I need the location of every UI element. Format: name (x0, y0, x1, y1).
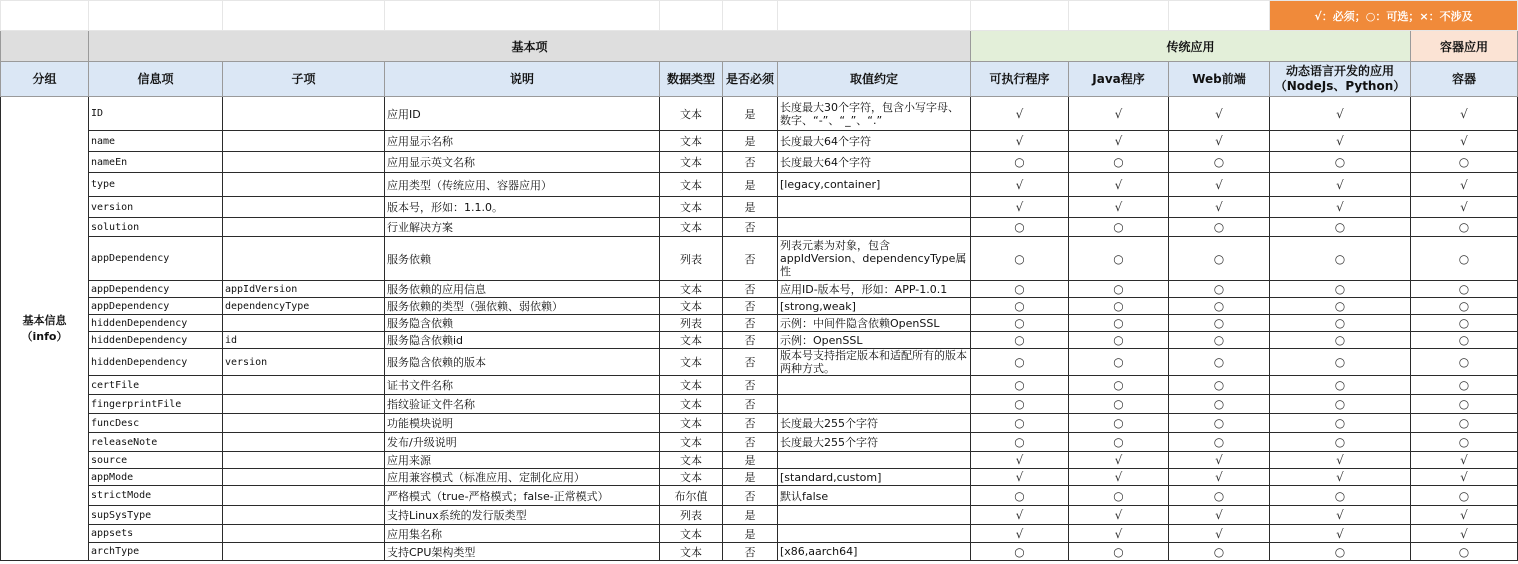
support-mark-cell[interactable]: ○ (1069, 152, 1169, 173)
support-mark-cell[interactable]: √ (1069, 131, 1169, 152)
support-mark-cell[interactable]: ○ (1411, 433, 1518, 452)
data-type-cell[interactable]: 文本 (660, 298, 723, 315)
subitem-cell[interactable] (223, 315, 385, 332)
group-traditional-header[interactable]: 传统应用 (971, 31, 1411, 62)
support-mark-cell[interactable]: √ (1411, 97, 1518, 131)
subitem-cell[interactable] (223, 376, 385, 395)
support-mark-cell[interactable]: ○ (971, 376, 1069, 395)
required-cell[interactable]: 否 (723, 298, 778, 315)
data-type-cell[interactable]: 列表 (660, 237, 723, 281)
description-cell[interactable]: 发布/升级说明 (385, 433, 660, 452)
support-mark-cell[interactable]: ○ (1069, 376, 1169, 395)
support-mark-cell[interactable]: ○ (1411, 152, 1518, 173)
subitem-cell[interactable] (223, 486, 385, 506)
support-mark-cell[interactable]: ○ (1270, 414, 1411, 433)
table-row (1, 218, 1518, 237)
item-cell[interactable]: supSysType (89, 506, 223, 525)
support-mark-cell[interactable]: ○ (1270, 543, 1411, 561)
support-mark-cell[interactable]: ○ (971, 298, 1069, 315)
required-cell[interactable]: 是 (723, 469, 778, 486)
support-mark-cell[interactable]: ○ (971, 332, 1069, 349)
description-cell[interactable]: 版本号，形如：1.1.0。 (385, 197, 660, 218)
support-mark-cell[interactable]: ○ (1270, 395, 1411, 414)
support-mark-cell[interactable]: √ (1169, 131, 1270, 152)
support-mark-cell[interactable]: ○ (1411, 237, 1518, 281)
support-mark-cell[interactable]: ○ (1270, 218, 1411, 237)
description-cell[interactable]: 服务依赖的类型（强依赖、弱依赖） (385, 298, 660, 315)
item-cell[interactable]: hiddenDependency (89, 332, 223, 349)
support-mark-cell[interactable]: √ (1270, 525, 1411, 543)
column-header[interactable]: 说明 (385, 62, 660, 97)
data-type-cell[interactable]: 文本 (660, 332, 723, 349)
table-body (1, 97, 1518, 561)
support-mark-cell[interactable]: ○ (1069, 281, 1169, 298)
required-cell[interactable]: 否 (723, 376, 778, 395)
column-header[interactable]: 子项 (223, 62, 385, 97)
subitem-cell[interactable]: appIdVersion (223, 281, 385, 298)
empty-cell[interactable] (778, 1, 971, 31)
required-cell[interactable]: 否 (723, 433, 778, 452)
table-row (1, 152, 1518, 173)
item-cell[interactable]: strictMode (89, 486, 223, 506)
table-row (1, 395, 1518, 414)
item-cell[interactable]: certFile (89, 376, 223, 395)
data-type-cell[interactable]: 文本 (660, 452, 723, 469)
data-type-cell[interactable]: 文本 (660, 197, 723, 218)
required-cell[interactable]: 否 (723, 218, 778, 237)
data-type-cell[interactable]: 文本 (660, 414, 723, 433)
value-constraint-cell[interactable]: 长度最大255个字符 (778, 433, 971, 452)
column-header[interactable]: Web前端 (1169, 62, 1270, 97)
table-row (1, 97, 1518, 131)
support-mark-cell[interactable]: ○ (1069, 414, 1169, 433)
required-cell[interactable]: 否 (723, 349, 778, 376)
description-cell[interactable]: 服务隐含依赖 (385, 315, 660, 332)
data-type-cell[interactable]: 文本 (660, 152, 723, 173)
item-cell[interactable]: nameEn (89, 152, 223, 173)
required-cell[interactable]: 否 (723, 395, 778, 414)
table-row (1, 332, 1518, 349)
support-mark-cell[interactable]: ○ (1069, 298, 1169, 315)
support-mark-cell[interactable]: √ (1411, 197, 1518, 218)
support-mark-cell[interactable]: ○ (1069, 349, 1169, 376)
subitem-cell[interactable] (223, 543, 385, 561)
required-cell[interactable]: 否 (723, 332, 778, 349)
description-cell[interactable]: 支持CPU架构类型 (385, 543, 660, 561)
subitem-cell[interactable] (223, 97, 385, 131)
data-type-cell[interactable]: 文本 (660, 469, 723, 486)
subitem-cell[interactable] (223, 506, 385, 525)
support-mark-cell[interactable]: √ (1411, 452, 1518, 469)
value-constraint-cell[interactable] (778, 395, 971, 414)
value-constraint-cell[interactable] (778, 218, 971, 237)
support-mark-cell[interactable]: ○ (1169, 486, 1270, 506)
table-row (1, 298, 1518, 315)
support-mark-cell[interactable]: ○ (971, 414, 1069, 433)
support-mark-cell[interactable]: √ (971, 525, 1069, 543)
support-mark-cell[interactable]: ○ (1270, 152, 1411, 173)
empty-cell[interactable] (89, 1, 223, 31)
column-header[interactable]: Java程序 (1069, 62, 1169, 97)
description-cell[interactable]: 支持Linux系统的发行版类型 (385, 506, 660, 525)
support-mark-cell[interactable]: √ (1270, 173, 1411, 197)
support-mark-cell[interactable]: √ (1270, 506, 1411, 525)
required-cell[interactable]: 是 (723, 197, 778, 218)
value-constraint-cell[interactable]: 版本号支持指定版本和适配所有的版本两种方式。 (778, 349, 971, 376)
table-row (1, 237, 1518, 281)
data-type-cell[interactable]: 文本 (660, 525, 723, 543)
data-type-cell[interactable]: 文本 (660, 218, 723, 237)
support-mark-cell[interactable]: ○ (971, 315, 1069, 332)
support-mark-cell[interactable]: √ (971, 97, 1069, 131)
support-mark-cell[interactable]: √ (971, 452, 1069, 469)
table-row (1, 281, 1518, 298)
support-mark-cell[interactable]: √ (1169, 452, 1270, 469)
subitem-cell[interactable]: id (223, 332, 385, 349)
table-row (1, 173, 1518, 197)
support-mark-cell[interactable]: √ (1411, 506, 1518, 525)
item-cell[interactable]: archType (89, 543, 223, 561)
support-mark-cell[interactable]: √ (971, 469, 1069, 486)
data-type-cell[interactable]: 文本 (660, 376, 723, 395)
empty-cell[interactable] (223, 1, 385, 31)
support-mark-cell[interactable]: ○ (1169, 332, 1270, 349)
support-mark-cell[interactable]: ○ (1270, 281, 1411, 298)
data-type-cell[interactable]: 文本 (660, 173, 723, 197)
support-mark-cell[interactable]: √ (1411, 173, 1518, 197)
item-cell[interactable]: funcDesc (89, 414, 223, 433)
support-mark-cell[interactable]: ○ (1169, 543, 1270, 561)
description-cell[interactable]: 应用显示名称 (385, 131, 660, 152)
support-mark-cell[interactable]: √ (971, 131, 1069, 152)
support-mark-cell[interactable]: ○ (1411, 486, 1518, 506)
data-type-cell[interactable]: 文本 (660, 131, 723, 152)
group-cell[interactable]: 基本信息（info） (1, 97, 89, 561)
support-mark-cell[interactable]: ○ (971, 433, 1069, 452)
required-cell[interactable]: 否 (723, 414, 778, 433)
support-mark-cell[interactable]: ○ (971, 152, 1069, 173)
column-header-row (1, 62, 1518, 97)
support-mark-cell[interactable]: ○ (1069, 218, 1169, 237)
empty-cell[interactable] (1, 1, 89, 31)
item-cell[interactable]: appMode (89, 469, 223, 486)
support-mark-cell[interactable]: ○ (971, 237, 1069, 281)
description-cell[interactable]: 服务隐含依赖id (385, 332, 660, 349)
support-mark-cell[interactable]: ○ (1411, 543, 1518, 561)
description-cell[interactable]: 应用来源 (385, 452, 660, 469)
required-cell[interactable]: 是 (723, 452, 778, 469)
required-cell[interactable]: 否 (723, 486, 778, 506)
support-mark-cell[interactable]: √ (1169, 97, 1270, 131)
data-type-cell[interactable]: 文本 (660, 349, 723, 376)
table-row (1, 543, 1518, 561)
subitem-cell[interactable] (223, 218, 385, 237)
data-type-cell[interactable]: 文本 (660, 281, 723, 298)
description-cell[interactable]: 指纹验证文件名称 (385, 395, 660, 414)
subitem-cell[interactable]: version (223, 349, 385, 376)
support-mark-cell[interactable]: √ (1169, 525, 1270, 543)
support-mark-cell[interactable]: √ (971, 173, 1069, 197)
legend-cell[interactable]: √：必须；○：可选；×：不涉及 (1270, 1, 1518, 31)
table-row (1, 349, 1518, 376)
table-row (1, 486, 1518, 506)
subitem-cell[interactable] (223, 525, 385, 543)
support-mark-cell[interactable]: ○ (1169, 414, 1270, 433)
value-constraint-cell[interactable]: 示例：OpenSSL (778, 332, 971, 349)
table-row (1, 469, 1518, 486)
subitem-cell[interactable] (223, 152, 385, 173)
column-header[interactable]: 取值约定 (778, 62, 971, 97)
support-mark-cell[interactable]: √ (1270, 452, 1411, 469)
required-cell[interactable]: 是 (723, 97, 778, 131)
support-mark-cell[interactable]: ○ (1270, 298, 1411, 315)
subitem-cell[interactable] (223, 237, 385, 281)
description-cell[interactable]: 服务依赖的应用信息 (385, 281, 660, 298)
column-header[interactable]: 信息项 (89, 62, 223, 97)
item-cell[interactable]: fingerprintFile (89, 395, 223, 414)
item-cell[interactable]: type (89, 173, 223, 197)
item-cell[interactable]: appsets (89, 525, 223, 543)
group-header-row (1, 31, 1518, 62)
support-mark-cell[interactable]: √ (1069, 506, 1169, 525)
table-row (1, 452, 1518, 469)
support-mark-cell[interactable]: ○ (1169, 349, 1270, 376)
table-row (1, 131, 1518, 152)
empty-cell[interactable] (385, 1, 660, 31)
data-type-cell[interactable]: 列表 (660, 315, 723, 332)
support-mark-cell[interactable]: ○ (1411, 376, 1518, 395)
support-mark-cell[interactable]: ○ (1069, 395, 1169, 414)
item-cell[interactable]: hiddenDependency (89, 349, 223, 376)
empty-cell[interactable] (971, 1, 1069, 31)
value-constraint-cell[interactable]: 长度最大64个字符 (778, 152, 971, 173)
support-mark-cell[interactable]: √ (1411, 469, 1518, 486)
description-cell[interactable]: 行业解决方案 (385, 218, 660, 237)
support-mark-cell[interactable]: ○ (1411, 218, 1518, 237)
table-row (1, 506, 1518, 525)
description-cell[interactable]: 应用集名称 (385, 525, 660, 543)
support-mark-cell[interactable]: ○ (1069, 433, 1169, 452)
column-header[interactable]: 动态语言开发的应用（NodeJs、Python） (1270, 62, 1411, 97)
item-cell[interactable]: hiddenDependency (89, 315, 223, 332)
item-cell[interactable]: source (89, 452, 223, 469)
support-mark-cell[interactable]: ○ (1169, 281, 1270, 298)
required-cell[interactable]: 否 (723, 152, 778, 173)
value-constraint-cell[interactable]: 默认false (778, 486, 971, 506)
table-row (1, 525, 1518, 543)
support-mark-cell[interactable]: √ (1270, 131, 1411, 152)
support-mark-cell[interactable]: √ (1169, 469, 1270, 486)
empty-cell[interactable] (1069, 1, 1169, 31)
support-mark-cell[interactable]: ○ (1270, 349, 1411, 376)
support-mark-cell[interactable]: ○ (971, 218, 1069, 237)
description-cell[interactable]: 证书文件名称 (385, 376, 660, 395)
description-cell[interactable]: 应用兼容模式（标准应用、定制化应用） (385, 469, 660, 486)
value-constraint-cell[interactable]: [standard,custom] (778, 469, 971, 486)
support-mark-cell[interactable]: ○ (1169, 152, 1270, 173)
support-mark-cell[interactable]: ○ (1270, 433, 1411, 452)
support-mark-cell[interactable]: ○ (1169, 433, 1270, 452)
support-mark-cell[interactable]: ○ (971, 281, 1069, 298)
data-type-cell[interactable]: 文本 (660, 97, 723, 131)
item-cell[interactable]: solution (89, 218, 223, 237)
support-mark-cell[interactable]: ○ (1270, 315, 1411, 332)
subitem-cell[interactable] (223, 173, 385, 197)
required-cell[interactable]: 是 (723, 506, 778, 525)
table-row (1, 414, 1518, 433)
support-mark-cell[interactable]: ○ (971, 486, 1069, 506)
table-row (1, 376, 1518, 395)
subitem-cell[interactable] (223, 395, 385, 414)
support-mark-cell[interactable]: √ (1270, 197, 1411, 218)
support-mark-cell[interactable]: ○ (1411, 349, 1518, 376)
item-cell[interactable]: appDependency (89, 237, 223, 281)
support-mark-cell[interactable]: √ (1270, 97, 1411, 131)
value-constraint-cell[interactable]: 列表元素为对象，包含appIdVersion、dependencyType属性 (778, 237, 971, 281)
support-mark-cell[interactable]: ○ (1270, 237, 1411, 281)
support-mark-cell[interactable]: √ (1069, 173, 1169, 197)
column-header[interactable]: 分组 (1, 62, 89, 97)
empty-cell[interactable] (660, 1, 723, 31)
value-constraint-cell[interactable] (778, 506, 971, 525)
support-mark-cell[interactable]: √ (1069, 452, 1169, 469)
table-row (1, 315, 1518, 332)
required-cell[interactable]: 否 (723, 237, 778, 281)
support-mark-cell[interactable]: ○ (1411, 315, 1518, 332)
data-type-cell[interactable]: 列表 (660, 506, 723, 525)
description-cell[interactable]: 服务隐含依赖的版本 (385, 349, 660, 376)
support-mark-cell[interactable]: √ (1069, 97, 1169, 131)
description-cell[interactable]: 服务依赖 (385, 237, 660, 281)
support-mark-cell[interactable]: ○ (1411, 414, 1518, 433)
support-mark-cell[interactable]: ○ (1169, 237, 1270, 281)
value-constraint-cell[interactable] (778, 452, 971, 469)
data-type-cell[interactable]: 文本 (660, 543, 723, 561)
required-cell[interactable]: 否 (723, 543, 778, 561)
item-cell[interactable]: releaseNote (89, 433, 223, 452)
subitem-cell[interactable] (223, 414, 385, 433)
value-constraint-cell[interactable]: 长度最大64个字符 (778, 131, 971, 152)
value-constraint-cell[interactable] (778, 525, 971, 543)
value-constraint-cell[interactable]: 示例：中间件隐含依赖OpenSSL (778, 315, 971, 332)
value-constraint-cell[interactable]: 长度最大30个字符，包含小写字母、数字、“-”、“_”、“.” (778, 97, 971, 131)
required-cell[interactable]: 否 (723, 315, 778, 332)
column-header[interactable]: 是否必须 (723, 62, 778, 97)
support-mark-cell[interactable]: ○ (1411, 332, 1518, 349)
support-mark-cell[interactable]: ○ (1169, 315, 1270, 332)
data-type-cell[interactable]: 文本 (660, 433, 723, 452)
value-constraint-cell[interactable]: [legacy,container] (778, 173, 971, 197)
group-basic-header[interactable]: 基本项 (89, 31, 971, 62)
description-cell[interactable]: 严格模式（true-严格模式；false-正常模式） (385, 486, 660, 506)
column-header[interactable]: 可执行程序 (971, 62, 1069, 97)
empty-cell[interactable] (723, 1, 778, 31)
column-header[interactable]: 数据类型 (660, 62, 723, 97)
item-cell[interactable]: ID (89, 97, 223, 131)
support-mark-cell[interactable]: ○ (971, 349, 1069, 376)
support-mark-cell[interactable]: ○ (1411, 395, 1518, 414)
value-constraint-cell[interactable]: 应用ID-版本号，形如：APP-1.0.1 (778, 281, 971, 298)
required-cell[interactable]: 是 (723, 173, 778, 197)
subitem-cell[interactable] (223, 197, 385, 218)
support-mark-cell[interactable]: √ (1169, 173, 1270, 197)
legend-row (1, 1, 1518, 31)
required-cell[interactable]: 是 (723, 525, 778, 543)
support-mark-cell[interactable]: √ (971, 197, 1069, 218)
support-mark-cell[interactable]: ○ (1069, 543, 1169, 561)
empty-header-cell[interactable] (1, 31, 89, 62)
item-cell[interactable]: name (89, 131, 223, 152)
support-mark-cell[interactable]: √ (1069, 469, 1169, 486)
support-mark-cell[interactable]: ○ (1069, 332, 1169, 349)
required-cell[interactable]: 是 (723, 131, 778, 152)
data-type-cell[interactable]: 布尔值 (660, 486, 723, 506)
empty-cell[interactable] (1169, 1, 1270, 31)
item-cell[interactable]: version (89, 197, 223, 218)
support-mark-cell[interactable]: √ (1270, 469, 1411, 486)
support-mark-cell[interactable]: ○ (971, 543, 1069, 561)
support-mark-cell[interactable]: √ (1169, 197, 1270, 218)
subitem-cell[interactable] (223, 131, 385, 152)
description-cell[interactable]: 应用显示英文名称 (385, 152, 660, 173)
subitem-cell[interactable] (223, 452, 385, 469)
support-mark-cell[interactable]: ○ (1169, 395, 1270, 414)
support-mark-cell[interactable]: √ (1411, 131, 1518, 152)
support-mark-cell[interactable]: ○ (1270, 486, 1411, 506)
column-header[interactable]: 容器 (1411, 62, 1518, 97)
item-cell[interactable]: appDependency (89, 298, 223, 315)
support-mark-cell[interactable]: ○ (1411, 281, 1518, 298)
support-mark-cell[interactable]: ○ (1069, 237, 1169, 281)
support-mark-cell[interactable]: √ (1169, 506, 1270, 525)
description-cell[interactable]: 应用ID (385, 97, 660, 131)
subitem-cell[interactable]: dependencyType (223, 298, 385, 315)
value-constraint-cell[interactable]: [strong,weak] (778, 298, 971, 315)
required-cell[interactable]: 否 (723, 281, 778, 298)
group-container-header[interactable]: 容器应用 (1411, 31, 1518, 62)
data-type-cell[interactable]: 文本 (660, 395, 723, 414)
support-mark-cell[interactable]: √ (1411, 525, 1518, 543)
support-mark-cell[interactable]: ○ (1169, 218, 1270, 237)
support-mark-cell[interactable]: ○ (1411, 298, 1518, 315)
value-constraint-cell[interactable] (778, 197, 971, 218)
support-mark-cell[interactable]: √ (1069, 525, 1169, 543)
table-row (1, 433, 1518, 452)
description-cell[interactable]: 功能模块说明 (385, 414, 660, 433)
value-constraint-cell[interactable] (778, 376, 971, 395)
support-mark-cell[interactable]: ○ (971, 395, 1069, 414)
support-mark-cell[interactable]: ○ (1069, 486, 1169, 506)
support-mark-cell[interactable]: √ (971, 506, 1069, 525)
subitem-cell[interactable] (223, 469, 385, 486)
item-cell[interactable]: appDependency (89, 281, 223, 298)
support-mark-cell[interactable]: ○ (1270, 376, 1411, 395)
subitem-cell[interactable] (223, 433, 385, 452)
support-mark-cell[interactable]: ○ (1069, 315, 1169, 332)
support-mark-cell[interactable]: ○ (1270, 332, 1411, 349)
support-mark-cell[interactable]: ○ (1169, 376, 1270, 395)
value-constraint-cell[interactable]: [x86,aarch64] (778, 543, 971, 561)
support-mark-cell[interactable]: √ (1069, 197, 1169, 218)
description-cell[interactable]: 应用类型（传统应用、容器应用） (385, 173, 660, 197)
support-mark-cell[interactable]: ○ (1169, 298, 1270, 315)
value-constraint-cell[interactable]: 长度最大255个字符 (778, 414, 971, 433)
table-row (1, 197, 1518, 218)
